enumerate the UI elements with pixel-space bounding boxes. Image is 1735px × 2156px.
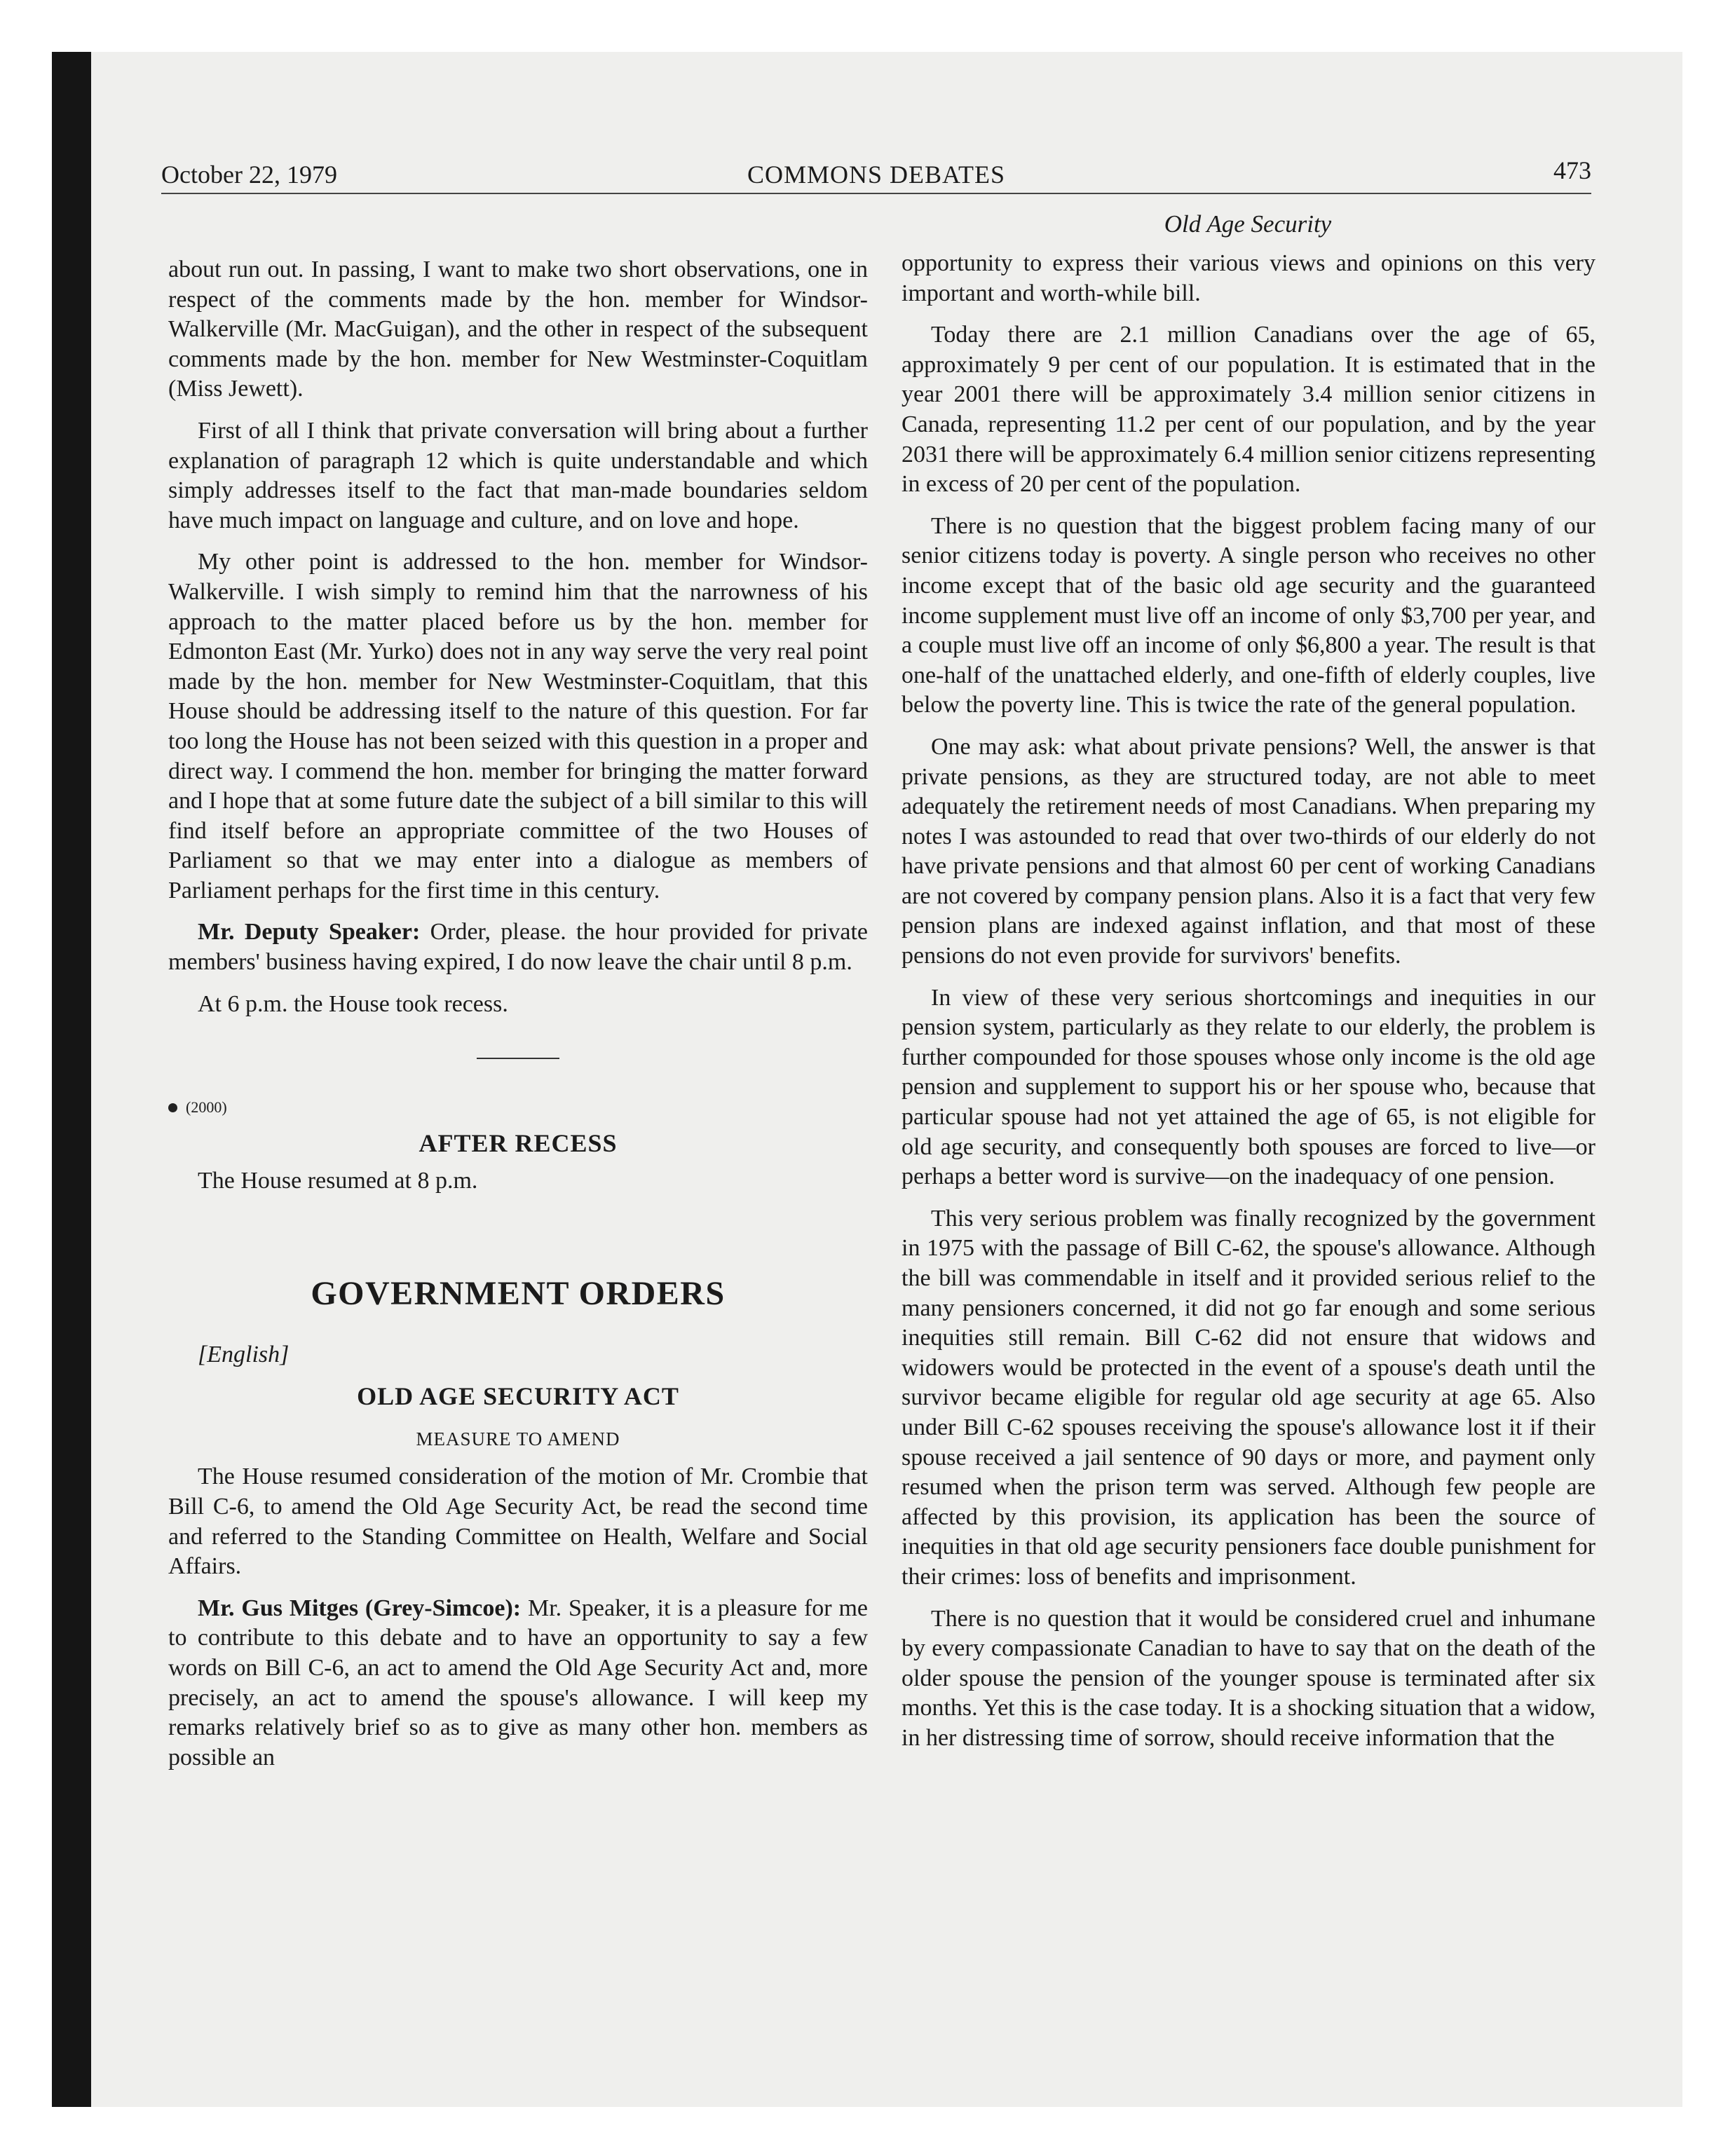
paragraph: The House resumed at 8 p.m.: [198, 1168, 478, 1194]
paragraph: In view of these very serious shortcomings and inequities in our pension system, particularly as they relate to our elderly, the problem is further compounded for those spouses whose only income is the old age pension and supplement to support his or her spouse who, because that particular spouse had not yet attained the age of 65, is not eligible for old age security, and consequently both spouses are forced to live—or perhaps a better word is survive—on the inadequacy of one pension.: [901, 984, 1595, 1190]
left-column: [168, 255, 868, 1785]
paragraph: Today there are 2.1 million Canadians over the age of 65, approximately 9 per cent of our population. It is estimated that in the year 2001 there will be approximately 3.4 million senior citizens in Canada, representing 11.2 per cent of our population, and by the year 2031 there will be approximately 6.4 million senior citizens representing in excess of 20 per cent of the population.: [901, 322, 1595, 498]
speech-text: Order, please. the hour provided for private members' business having expired, I do now leave the chair until 8 p.m.: [168, 919, 868, 976]
header-rule: [161, 193, 1591, 194]
speech-text: Mr. Speaker, it is a pleasure for me to contribute to this debate and to have an opportunity to say a few words on Bill C-6, an act to amend the Old Age Security Act and, more precisely, an act to amend the spouse's allowance. I will keep my remarks relatively brief so as to give as many other hon. members as possible an: [168, 1595, 868, 1770]
paragraph: This very serious problem was finally recognized by the government in 1975 with the passage of Bill C-62, the spouse's allowance. Although the bill was commendable in itself and it provided serious relief to the many pensioners concerned, it did not go far enough and some serious inequities still remain. Bill C-62 did not ensure that widows and widowers would be protected in the event of a spouse's death until the survivor became eligible for regular old age security at age 65. Also under Bill C-62 spouses receiving the spouse's allowance lost it if their spouse received a jail sentence of 90 days or more, and payment only resumed when the prison term was served. Although few people are affected by this provision, its application has been the source of inequities in that old age security pensioners face double punishment for their crimes: loss of benefits and imprisonment.: [901, 1205, 1595, 1590]
paragraph: One may ask: what about private pensions? Well, the answer is that private pensions, as they are structured today, are not able to meet adequately the retirement needs of most Canadians. When preparing my notes I was astounded to read that over two-thirds of our elderly do not have private pensions and that almost 60 per cent of working Canadians are not covered by company pension plans. Also it is a fact that very few pension plans are indexed against inflation, and that most of these pensions do not even provide for survivors' benefits.: [901, 733, 1595, 969]
section-divider: [477, 1058, 559, 1059]
running-head: Old Age Security: [1164, 210, 1332, 238]
speaker-name: Mr. Deputy Speaker:: [198, 919, 421, 946]
paragraph: There is no question that it would be considered cruel and inhumane by every compassionate Canadian to have to say that on the death of the older spouse the pension of the younger spouse is terminated after six months. Yet this is the case today. It is a shocking situation that a widow, in her distressing time of sorrow, should receive information that the: [901, 1605, 1595, 1751]
speech-paragraph: [168, 1594, 868, 1773]
paragraph: There is no question that the biggest problem facing many of our senior citizens today is poverty. A single person who receives no other income except that of the basic old age security and the guaranteed income supplement must live off an income of only $3,700 per year, and a couple must live off an income of only $6,800 a year. The result is that one-half of the unattached elderly, and one-fifth of elderly couples, live below the poverty line. This is twice the rate of the general population.: [901, 512, 1595, 718]
language-marker: [English]: [198, 1341, 290, 1367]
bullet-icon: [168, 1103, 177, 1112]
timestamp: [168, 1093, 868, 1123]
act-subtitle: MEASURE TO AMEND: [416, 1428, 620, 1449]
right-column: [901, 249, 1595, 1766]
paragraph: The House resumed consideration of the motion of Mr. Crombie that Bill C-6, to amend the Old Age Security Act, be read the second time and referred to the Standing Committee on Health, Welfare and Social Affairs.: [168, 1464, 868, 1580]
page-number: 473: [1553, 156, 1591, 184]
section-heading-after-recess: AFTER RECESS: [419, 1128, 618, 1157]
page-header: [161, 156, 1591, 198]
scan-edge: [52, 52, 91, 2107]
paragraph: My other point is addressed to the hon. member for Windsor-Walkerville. I wish simply to remind him that the narrowness of his approach to the matter placed before us by the hon. member for Edmonton East (Mr. Yurko) does not in any way serve the very real point made by the hon. member for New Westminster-Coquitlam, that this House should be addressing itself to the nature of this question. For far too long the House has not been seized with this question in a proper and direct way. I commend the hon. member for bringing the matter forward and I hope that at some future date the subject of a bill similar to this will find itself before an appropriate committee of the two Houses of Parliament so that we may enter into a dialogue as members of Parliament perhaps for the first time in this century.: [168, 549, 868, 903]
header-publication: COMMONS DEBATES: [747, 161, 1006, 189]
act-title: OLD AGE SECURITY ACT: [357, 1382, 679, 1411]
paragraph: First of all I think that private conversation will bring about a further explanation of paragraph 12 which is quite understandable and which simply addresses itself to the fact that man-made boundaries seldom have much impact on language and culture, and on love and hope.: [168, 417, 868, 533]
paragraph: opportunity to express their various views and opinions on this very important and worth-while bill.: [901, 250, 1595, 306]
timestamp-text: (2000): [186, 1098, 227, 1117]
speaker-name: Mr. Gus Mitges (Grey-Simcoe):: [198, 1595, 522, 1621]
speech-paragraph: [168, 917, 868, 977]
paragraph: At 6 p.m. the House took recess.: [198, 990, 508, 1017]
header-date: October 22, 1979: [161, 161, 337, 189]
section-heading-government-orders: GOVERNMENT ORDERS: [311, 1275, 726, 1313]
paragraph: about run out. In passing, I want to make two short observations, one in respect of the comments made by the hon. member for Windsor-Walkerville (Mr. MacGuigan), and the other in respect of the subsequent comments made by the hon. member for New Westminster-Coquitlam (Miss Jewett).: [168, 257, 868, 402]
